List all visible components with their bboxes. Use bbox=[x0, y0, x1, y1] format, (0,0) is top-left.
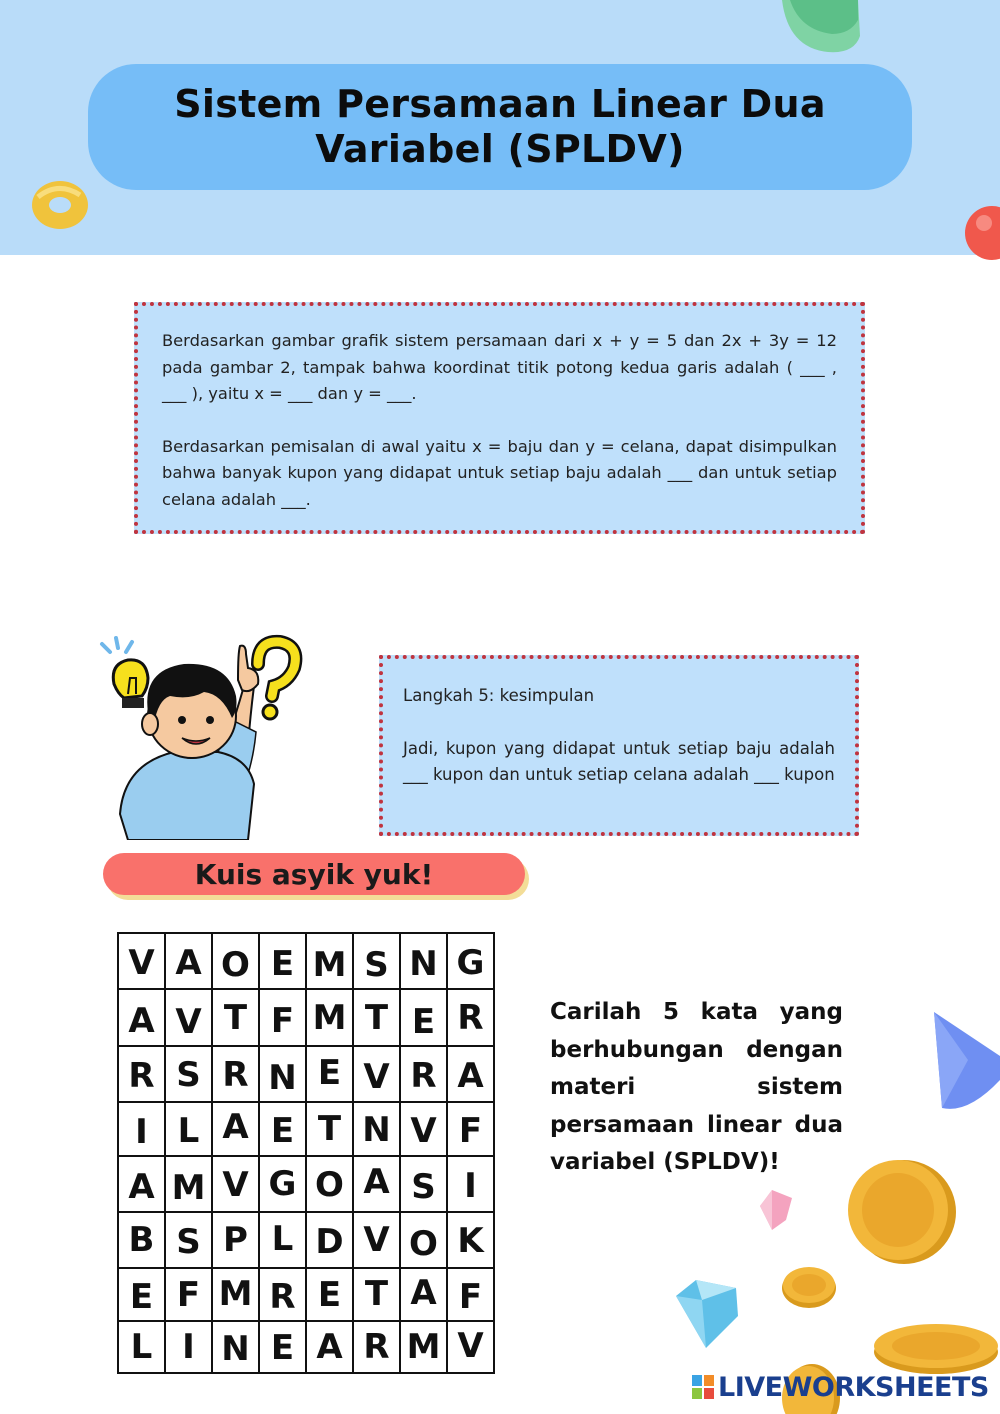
grid-cell[interactable]: M bbox=[306, 989, 353, 1046]
grid-cell[interactable]: O bbox=[400, 1212, 447, 1268]
grid-cell[interactable]: E bbox=[306, 1268, 353, 1321]
grid-cell[interactable]: V bbox=[447, 1321, 494, 1373]
grid-cell[interactable]: R bbox=[259, 1268, 306, 1321]
grid-cell[interactable]: S bbox=[165, 1046, 212, 1102]
question-mark-icon bbox=[258, 642, 295, 719]
grid-cell[interactable]: A bbox=[353, 1156, 400, 1212]
grid-cell[interactable]: F bbox=[447, 1102, 494, 1156]
flat-gold-coin-icon bbox=[866, 1318, 1000, 1378]
analysis-paragraph-2: Berdasarkan pemisalan di awal yaitu x = baju dan y = celana, dapat disimpulkan bahwa banyak kupon yang didapat untuk setiap baju adalah ___ dan untuk setiap celana adalah ___. bbox=[162, 436, 837, 509]
conclusion-heading: Langkah 5: kesimpulan bbox=[403, 686, 595, 705]
grid-cell[interactable]: R bbox=[447, 989, 494, 1046]
liveworksheets-logo bbox=[692, 1372, 989, 1403]
grid-cell[interactable]: K bbox=[447, 1212, 494, 1268]
grid-cell[interactable]: A bbox=[118, 989, 165, 1046]
grid-cell[interactable]: F bbox=[165, 1268, 212, 1321]
grid-cell[interactable]: N bbox=[212, 1321, 259, 1373]
grid-cell[interactable]: O bbox=[212, 933, 259, 989]
grid-cell[interactable]: M bbox=[400, 1321, 447, 1373]
grid-cell[interactable]: T bbox=[212, 989, 259, 1046]
grid-cell[interactable]: S bbox=[165, 1212, 212, 1268]
thinking-boy-illustration bbox=[98, 634, 304, 840]
conclusion-box bbox=[379, 655, 859, 836]
analysis-box bbox=[134, 302, 865, 534]
grid-cell[interactable]: G bbox=[259, 1156, 306, 1212]
grid-row bbox=[118, 1321, 494, 1373]
grid-cell[interactable]: D bbox=[306, 1212, 353, 1268]
small-gold-coin-icon bbox=[780, 1264, 838, 1310]
title-banner bbox=[88, 64, 912, 190]
grid-row bbox=[118, 1102, 494, 1156]
grid-cell[interactable]: T bbox=[353, 989, 400, 1046]
grid-cell[interactable]: R bbox=[212, 1046, 259, 1102]
grid-cell[interactable]: N bbox=[400, 933, 447, 989]
conclusion-text: Jadi, kupon yang didapat untuk setiap baju adalah ___ kupon dan untuk setiap celana adalah ___ kupon bbox=[403, 738, 835, 784]
grid-cell[interactable]: E bbox=[259, 1321, 306, 1373]
grid-cell[interactable]: I bbox=[165, 1321, 212, 1373]
grid-cell[interactable]: E bbox=[118, 1268, 165, 1321]
liveworksheets-logo-text: LIVEWORKSHEETS bbox=[718, 1372, 989, 1403]
grid-row bbox=[118, 1212, 494, 1268]
quiz-banner-label: Kuis asyik yuk! bbox=[194, 857, 434, 891]
grid-cell[interactable]: A bbox=[165, 933, 212, 989]
grid-cell[interactable]: A bbox=[212, 1102, 259, 1156]
grid-cell[interactable]: L bbox=[118, 1321, 165, 1373]
grid-cell[interactable]: L bbox=[165, 1102, 212, 1156]
grid-cell[interactable]: N bbox=[353, 1102, 400, 1156]
grid-cell[interactable]: M bbox=[165, 1156, 212, 1212]
word-search-grid[interactable] bbox=[117, 932, 495, 1374]
grid-cell[interactable]: V bbox=[212, 1156, 259, 1212]
grid-cell[interactable]: R bbox=[353, 1321, 400, 1373]
grid-cell[interactable]: A bbox=[400, 1268, 447, 1321]
grid-cell[interactable]: V bbox=[165, 989, 212, 1046]
quiz-instruction: Carilah 5 kata yang berhubungan dengan materi sistem persamaan linear dua variabel (SPLDV)! bbox=[550, 999, 843, 1175]
grid-cell[interactable]: E bbox=[259, 1102, 306, 1156]
grid-row bbox=[118, 933, 494, 989]
grid-cell[interactable]: P bbox=[212, 1212, 259, 1268]
grid-cell[interactable]: S bbox=[400, 1156, 447, 1212]
grid-cell[interactable]: A bbox=[118, 1156, 165, 1212]
pink-crystal-icon bbox=[756, 1188, 796, 1232]
grid-cell[interactable]: E bbox=[259, 933, 306, 989]
grid-row bbox=[118, 1156, 494, 1212]
grid-cell[interactable]: L bbox=[259, 1212, 306, 1268]
red-ball-icon bbox=[960, 205, 1000, 261]
grid-cell[interactable]: V bbox=[400, 1102, 447, 1156]
grid-cell[interactable]: M bbox=[306, 933, 353, 989]
analysis-paragraph-1: Berdasarkan gambar grafik sistem persamaan dari x + y = 5 dan 2x + 3y = 12 pada gambar 2, tampak bahwa koordinat titik potong kedua garis adalah ( ___ , ___ ), yaitu x = ___ dan y = ___. bbox=[162, 331, 837, 403]
yellow-ring-icon bbox=[28, 175, 92, 233]
grid-cell[interactable]: E bbox=[306, 1046, 353, 1102]
grid-cell[interactable]: R bbox=[118, 1046, 165, 1102]
green-hemisphere-icon bbox=[770, 0, 870, 60]
grid-cell[interactable]: V bbox=[118, 933, 165, 989]
grid-row bbox=[118, 1046, 494, 1102]
grid-cell[interactable]: V bbox=[353, 1046, 400, 1102]
grid-row bbox=[118, 989, 494, 1046]
grid-cell[interactable]: G bbox=[447, 933, 494, 989]
grid-cell[interactable]: M bbox=[212, 1268, 259, 1321]
grid-cell[interactable]: F bbox=[259, 989, 306, 1046]
grid-cell[interactable]: N bbox=[259, 1046, 306, 1102]
grid-cell[interactable]: I bbox=[447, 1156, 494, 1212]
lightbulb-icon bbox=[102, 638, 148, 708]
grid-cell[interactable]: R bbox=[400, 1046, 447, 1102]
grid-cell[interactable]: T bbox=[306, 1102, 353, 1156]
grid-cell[interactable]: A bbox=[306, 1321, 353, 1373]
blue-cone-icon bbox=[928, 1010, 1000, 1112]
liveworksheets-logo-icon bbox=[692, 1375, 716, 1401]
grid-cell[interactable]: S bbox=[353, 933, 400, 989]
gold-coin-icon bbox=[846, 1156, 958, 1266]
grid-row bbox=[118, 1268, 494, 1321]
grid-cell[interactable]: I bbox=[118, 1102, 165, 1156]
grid-cell[interactable]: V bbox=[353, 1212, 400, 1268]
blue-diamond-icon bbox=[666, 1276, 742, 1352]
page-title: Sistem Persamaan Linear Dua Variabel (SPLDV) bbox=[174, 82, 826, 171]
quiz-banner bbox=[103, 853, 525, 895]
grid-cell[interactable]: O bbox=[306, 1156, 353, 1212]
grid-cell[interactable]: F bbox=[447, 1268, 494, 1321]
grid-cell[interactable]: T bbox=[353, 1268, 400, 1321]
grid-cell[interactable]: E bbox=[400, 989, 447, 1046]
grid-cell[interactable]: A bbox=[447, 1046, 494, 1102]
grid-cell[interactable]: B bbox=[118, 1212, 165, 1268]
